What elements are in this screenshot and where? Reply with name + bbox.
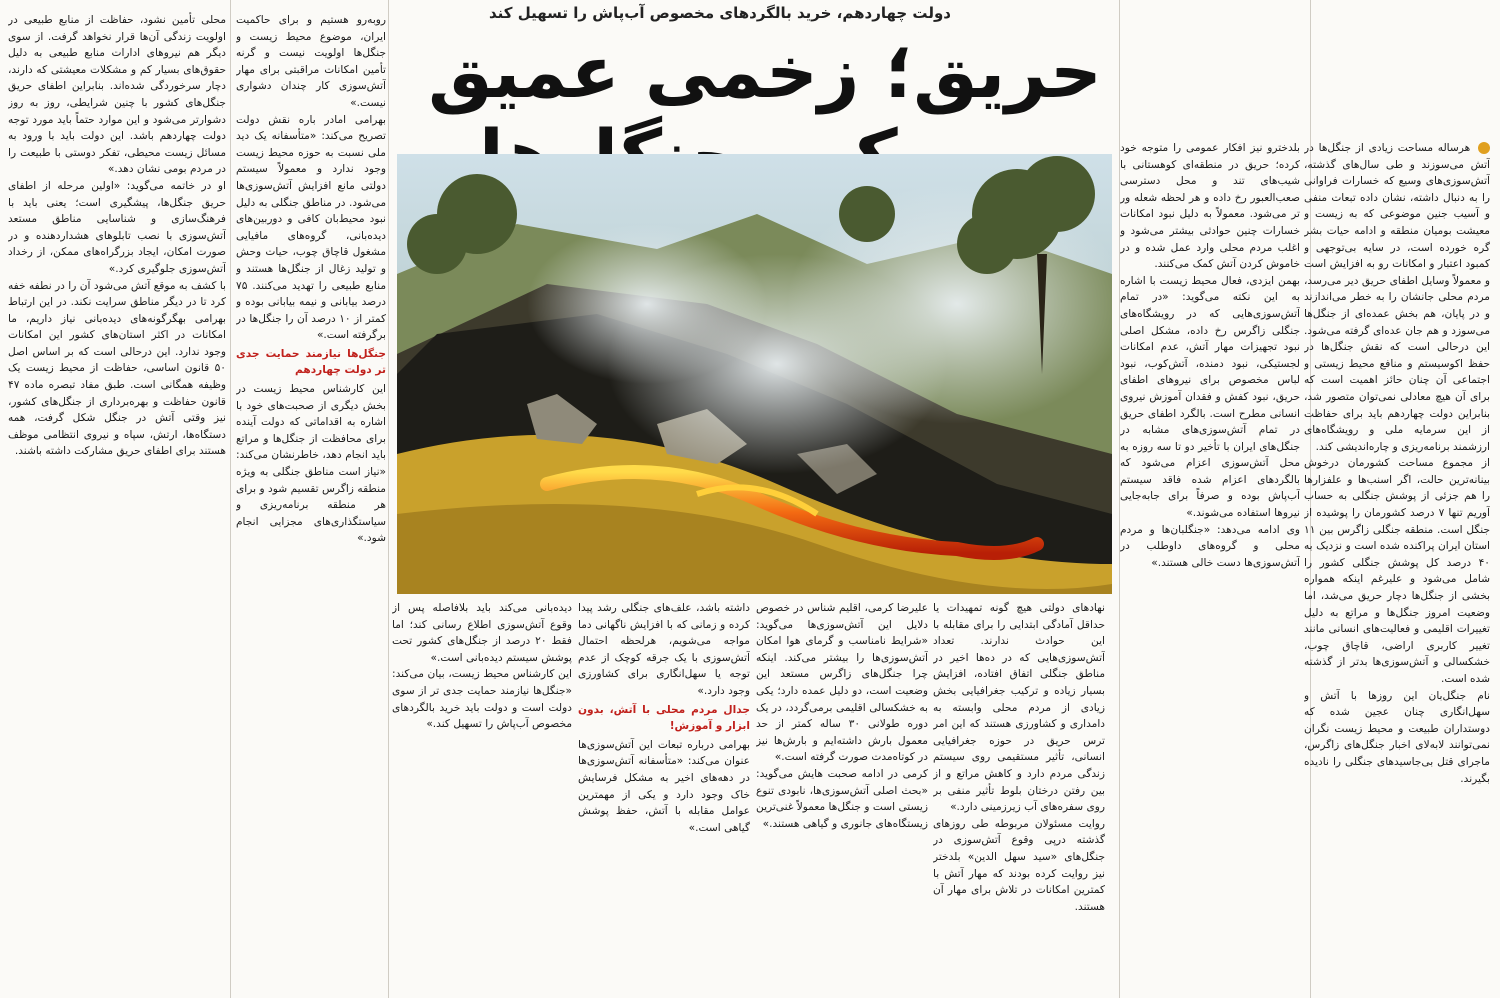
subheading: جنگل‌ها نیازمند حمایت جدی تر دولت چهاردهم xyxy=(236,347,386,377)
lower-column-3 xyxy=(578,600,750,992)
column-4 xyxy=(8,12,226,992)
page-title: حریق؛ زخمی عمیق xyxy=(428,30,1102,114)
paragraph: محلی تأمین نشود، حفاظت از منابع طبیعی در اولویت زندگی آن‌ها قرار نخواهد گرفت. از سوی دیگر هم نیروهای ادارات منابع طبیعی به دلیل حقوق‌های بسیار کم و مشکلات معیشتی که دارند، دچار سرخوردگی شده‌اند. بنابراین اطفای حریق جنگل‌های کشور با چنین شرایطی، روز به روز دشوارتر می‌شود و این موارد حتماً باید مورد توجه دولت چهاردهم باشد. این دولت باید با ورود به مسائل زیست محیطی، تفکر دوستی با طبیعت را در مردم بومی نشان دهد.» او در خاتمه می‌گوید: «اولین مرحله از اطفای حریق جنگل‌ها، پیشگیری است؛ یعنی باید با فرهنگ‌سازی و شناسایی مناطق مستعد آتش‌سوزی با نصب تابلوهای هشداردهنده و در صورت امکان، ایجاد بزرگراه‌های ممکن، از رخداد آتش‌سوزی جلوگیری کرد.» با کشف به موقع آتش می‌شود آن را در نطفه خفه کرد تا در دیگر مناطق سرایت نکند. در این ارتباط بهرامی بهگرگونه‌های دیده‌بانی نیاز داریم، ما امکانات در اکثر استان‌های کشور این امکانات وجود ندارد. این درحالی است که بر اساس اصل ۵۰ قانون اساسی، حفاظت از محیط زیست یک وظیفه همگانی است. طبق مفاد تبصره ماده ۴۷ قانون حفاظت و بهره‌برداری از جنگل‌های کشور، نیز وقتی آتش در جنگل شکل گرفت، همه دستگاه‌ها، ارتش، سپاه و نیروی انتظامی موظف هستند برای اطفای حریق مشارکت داشته باشند. xyxy=(8,14,226,458)
lead-paragraph: هرساله مساحت زیادی از جنگل‌ها در آتش می‌سوزند و طی سال‌های گذشته، آتش‌سوزی‌های وسیع که خسارات فراوانی را به دنبال داشته، نشان داده تبعات منفی و آسیب جنین موضوعی که به زیست و معیشت بومیان منطقه و ادامه حیات بشر گره خورده است، در سایه بی‌توجهی و کمبود اعتبار و امکانات رو به افزایش است و معمولاً وسایل اطفای حریق دیر می‌رسد، مردم محلی جانشان را به خطر می‌اندازند و در پایان، هم بخش عمده‌ای از جنگل‌ها می‌سوزد و هم جان عده‌ای گرفته می‌شود. این درحالی است که نقش جنگل‌ها در حفظ اکوسیستم و منافع محیط زیستی و اجتماعی آن چنان حائز اهمیت است که برای آن هیچ معادلی نمی‌توان متصور شد، بنابراین دولت چهاردهم باید برای حفاظت از این سرمایه ملی و رویشگاه‌های ارزشمند برنامه‌ریزی و چاره‌اندیشی کند. xyxy=(1304,142,1490,453)
subheading: جدال مردم محلی با آتش، بدون ابزار و آموزش! xyxy=(578,703,750,733)
paragraph: از مجموع مساحت کشورمان درخوش بینانه‌ترین حالت، اگر اسنب‌ها و علفزارها را هم جزئی از پوشش جنگلی به حساب آوریم تنها ۷ درصد کشورمان را پوشیده از جنگل است. منطقه جنگلی زاگرس بین ۱۱ استان ایران پراکنده شده است و نزدیک به ۴۰ درصد کل پوشش جنگلی کشور را شامل می‌شود و علیرغم اینکه همواره بخشی از جنگل‌ها دچار حریق می‌شد، اما وضعیت امروز جنگل‌ها و مراتع به دلیل تغییرات اقلیمی و فعالیت‌های انسانی مانند تغییر کاربری اراضی، قاچاق چوب، خشکسالی و آتش‌سوزی‌ها بدتر از گذشته شده است. نام جنگل‌بان این روزها با آتش و سهل‌انگاری چنان عجین شده که دوستداران طبیعت و محیط زیست نگران نمی‌توانند لابه‌لای اخبار جنگل‌های زاگرس، ماجرای قتل بی‌جاسیدهای جنگلی را نادیده بگیرند. xyxy=(1304,457,1490,785)
forest-fire-photo xyxy=(397,154,1112,594)
lower-column-1 xyxy=(933,600,1105,992)
lower-column-2 xyxy=(756,600,928,992)
paragraph: بلدخترو نیز افکار عمومی را متوجه خود کرده؛ حریق در منطقه‌ای کوهستانی با شیب‌های تند و محل دسترسی صعب‌العبور رخ داده و هر لحظه شعله ور تر می‌شود. معمولاً به دلیل نبود امکانات خسارات چنین حوادثی بیشتر می‌شود و اغلب مردم محلی وارد عمل شده و در خاموش کردن آتش کمک می‌کنند. بهمن ایزدی، فعال محیط زیست با اشاره به این نکته می‌گوید: «در تمام آتش‌سوزی‌هایی که در رویشگاه‌های جنگلی زاگرس رخ داده، مشکل اصلی نبود تجهیزات مهار آتش، عدم امکانات لجستیکی، نبود دمنده، آتش‌کوب، نبود لباس مخصوص برای نیروهای اطفای حریق، نبود کفش و فقدان آموزش نیروی انسانی مطرح است. بالگرد اطفای حریق در تمام آتش‌سوزی‌های مشابه در جنگل‌های ایران با تأخیر دو تا سه روزه به محل آتش‌سوزی اعزام می‌شود که بالگردهای اعزام شده فاقد سیستم آب‌پاش بوده و صرفاً برای جابه‌جایی نیروها استفاده می‌شوند.» وی ادامه می‌دهد: «جنگلبان‌ها و مردم محلی و گروه‌های داوطلب در آتش‌سوزی‌ها دست خالی هستند.» xyxy=(1120,142,1300,569)
lead-marker-icon xyxy=(1478,142,1490,154)
column-3 xyxy=(236,12,386,992)
paragraph: داشته باشد، علف‌های جنگلی رشد پیدا کرده و زمانی که با افزایش ناگهانی دما مواجه می‌شویم، هرلحظه احتمال آتش‌سوزی با یک جرقه کوچک از عدم توجه یا سهل‌انگاری برای کشاورزی وجود دارد.» xyxy=(578,602,750,697)
column-2 xyxy=(1120,140,1300,990)
paragraph: علیرضا کرمی، اقلیم شناس در خصوص دلایل این آتش‌سوزی‌ها می‌گوید: «شرایط نامناسب و گرمای هوا امکان آتش‌سوزی‌ها را بیشتر می‌کند. اینکه چرا جنگل‌های زاگرس مستعد این وضعیت است، دو دلیل عمده دارد؛ یکی به خشکسالی اقلیمی برمی‌گردد، در یک دوره طولانی ۳۰ ساله کمتر از حد معمول بارش داشته‌ایم و بارش‌ها نیز در کوتاه‌مدت صورت گرفته است.» کرمی در ادامه صحبت هایش می‌گوید: «بحث اصلی آتش‌سوزی‌ها، نابودی تنوع زیستی است و جنگل‌ها معمولاً غنی‌ترین زیستگاه‌های جانوری و گیاهی هستند.» xyxy=(756,602,928,830)
kicker: دولت چهاردهم، خرید بالگردهای مخصوص آب‌پاش را تسهیل کند xyxy=(489,4,951,22)
paragraph: بهرامی درباره تبعات این آتش‌سوزی‌ها عنوان می‌کند: «متأسفانه آتش‌سوزی‌ها در دهه‌های اخیر به مشکل فرسایش خاک وجود دارد و یکی از مهمترین عوامل مقابله با آتش، حفظ پوشش گیاهی است.» xyxy=(578,738,750,834)
paragraph: روبه‌رو هستیم و برای حاکمیت ایران، موضوع محیط زیست و جنگل‌ها اولویت نیست و گرنه تأمین امکانات مراقبتی برای مهار آتش‌سوزی کار چندان دشواری نیست.» بهرامی امادر باره نقش دولت تصریح می‌کند: «متأسفانه یک دید ملی نسبت به حوزه محیط زیست وجود ندارد و معمولاً سیستم دولتی مانع افزایش آتش‌سوزی‌ها می‌شود. در مناطق جنگلی به دلیل نبود محیط‌بان کافی و دوربین‌های دیده‌بانی، گروه‌های مافیایی مشغول قاچاق چوب، حیات وحش و تولید زغال از جنگل‌ها هستند و منابع طبیعی را تهدید می‌کنند. ۷۵ درصد بیابانی و نیمه بیابانی بوده و کمتر از ۱۰ درصد آن را جنگل‌ها در برگرفته است.» xyxy=(236,14,386,342)
paragraph: این کارشناس محیط زیست در بخش دیگری از صحبت‌های خود با اشاره به اقداماتی که دولت آینده برای محافظت از جنگل‌ها و مراتع باید انجام دهد، خاطرنشان می‌کند: «نیاز است مناطق جنگلی به ویژه منطقه زاگرس تقسیم شود و برای هر منطقه برنامه‌ریزی و سیاستگذاری‌های مجزایی انجام شود.» xyxy=(236,383,386,545)
forest-fire-illustration xyxy=(397,154,1112,594)
paragraph: دیده‌بانی می‌کند باید بلافاصله پس از وقوع آتش‌سوزی اطلاع رسانی کند؛ اما فقط ۲۰ درصد از جنگل‌های کشور تحت پوشش سیستم دیده‌بانی است.» این کارشناس محیط زیست، بیان می‌کند: «جنگل‌ها نیازمند حمایت جدی تر از سوی دولت است و دولت باید خرید بالگردهای مخصوص آب‌پاش را تسهیل کند.» xyxy=(392,602,572,731)
lower-column-4 xyxy=(392,600,572,992)
paragraph: نهادهای دولتی هیچ گونه تمهیدات یا حداقل آمادگی ابتدایی را برای مقابله با این حوادث ندارند. تعداد آتش‌سوزی‌هایی که در ده‌ها اخیر در مناطق جنگلی اتفاق افتاده، افزایش بسیار زیاده و ترکیب جغرافیایی بخش زیادی از مردم محلی وابسته به دامداری و کشاورزی هستند که این امر ترس حریق در حوزه جغرافیایی انسانی، تأثیر مستقیمی روی سیستم زندگی مردم دارد و کاهش مراتع و از بین رفتن درختان بلوط تأثیر منفی بر روی سفره‌های آب زیرزمینی دارد.» روایت مسئولان مربوطه طی روزهای گذشته درپی وقوع آتش‌سوزی در جنگل‌های «سید سهل الدین» بلدختر نیز روایت کرده بودند که مهار آتش با کمترین امکانات در تلاش برای مهار آن هستند. xyxy=(933,602,1105,913)
column-1 xyxy=(1304,140,1490,990)
